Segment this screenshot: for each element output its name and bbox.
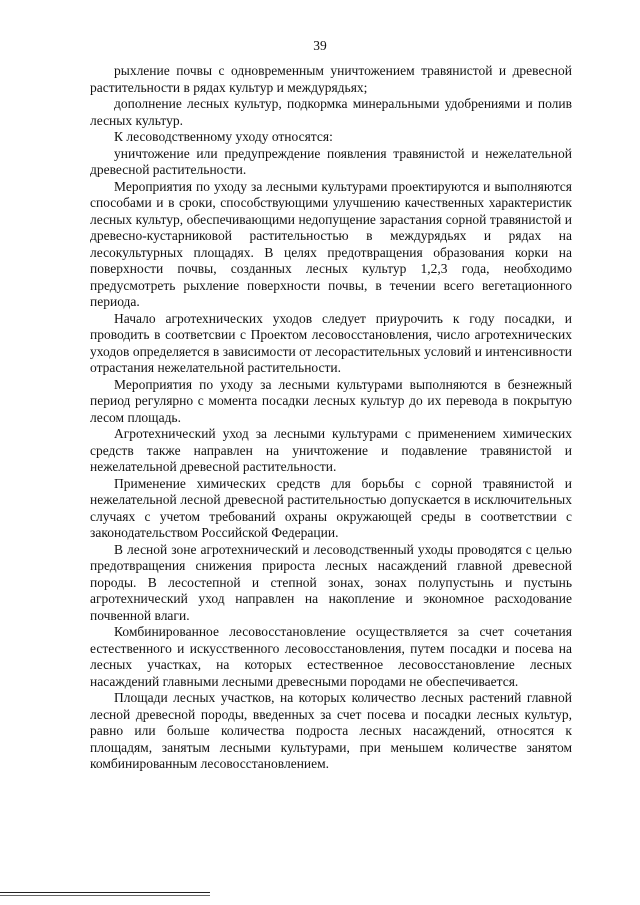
paragraph-4: уничтожение или предупреждение появления травянистой и нежелательной древесной растительности. [90,145,572,177]
document-body [90,63,572,773]
paragraph-10: В лесной зоне агротехнический и лесоводственный уходы проводятся с целью предотвращения снижения прироста лесных насаждений главной древесной породы. В лесостепной и степной зонах, зонах полупустынь и пустынь агротехнический уход направлен на накопление и экономное расходование почвенной влаги. [90,541,572,623]
footer-rule [0,892,210,893]
paragraph-8: Агротехнический уход за лесными культурами с применением химических средств также направлен на уничтожение и подавление травянистой и нежелательной древесной растительности. [90,426,572,474]
page-number: 39 [313,38,327,53]
paragraph-3: К лесоводственному уходу относятся: [114,129,333,144]
paragraph-12: Площади лесных участков, на которых количество лесных растений главной лесной древесной породы, введенных за счет посева и посадки лесных культур, равно или больше количества подроста лесных насаждений, относятся к площадям, занятым лесными культурами, при меньшем количестве занятом комбинированным лесовосстановлением. [90,690,572,771]
paragraph-6: Начало агротехнических уходов следует приурочить к году посадки, и проводить в соответсвии с Проектом лесовосстановления, число агротехнических уходов определяется в зависимости от лесорастительных условий и интенсивности отрастания нежелательной растительности. [90,310,572,375]
paragraph-2: дополнение лесных культур, подкормка минеральными удобрениями и полив лесных культур. [90,96,572,128]
paragraph-9: Применение химических средств для борьбы с сорной травянистой и нежелательной лесной древесной растительностью допускается в исключительных случаях с учетом требований охраны окружающей среды в соответствии с законодательством Российской Федерации. [90,475,572,540]
paragraph-5: Мероприятия по уходу за лесными культурами проектируются и выполняются способами и в сроки, способствующими улучшению качественных характеристик лесных культур, обеспечивающими недопущение зарастания сорной травянистой и древесно-кустарниковой растительностью в междурядьях и рядах на лесокультурных площадях. В целях предотвращения образования корки на поверхности почвы, созданных лесных культур 1,2,3 года, необходимо предусмотреть рыхление поверхности почвы, в течении всего вегетационного периода. [90,178,572,309]
paragraph-1: рыхление почвы с одновременным уничтожением травянистой и древесной растительности в рядах культур и междурядьях; [90,63,572,95]
paragraph-7: Мероприятия по уходу за лесными культурами выполняются в безнежный период регулярно с момента посадки лесных культур до их перевода в покрытую лесом площадь. [90,376,572,425]
paragraph-11: Комбинированное лесовосстановление осуществляется за счет сочетания естественного и искусственного лесовосстановления, путем посадки и посева на лесных участках, на которых естественное лесовосстановление лесных насаждений главными лесными древесными породами не обеспечивается. [90,624,572,689]
footer-rule-secondary [0,895,210,896]
